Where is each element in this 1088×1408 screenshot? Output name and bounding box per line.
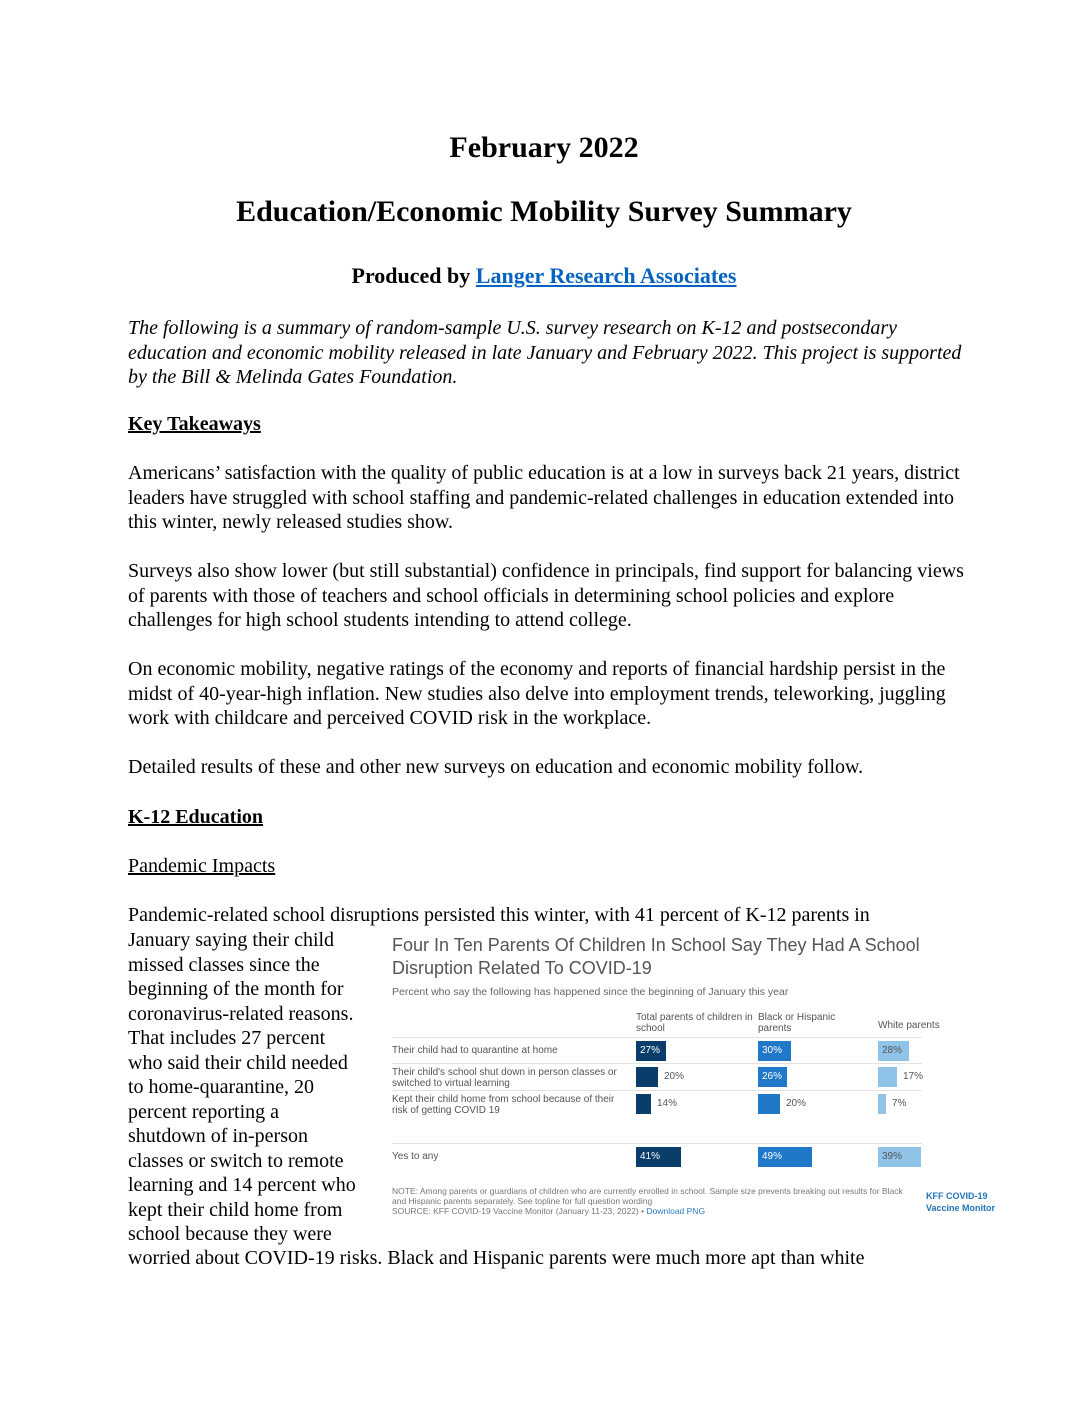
chart-title: Four In Ten Parents Of Children In School Say They Had A School Disruption Related To COVID-19 xyxy=(392,935,920,978)
k12-first-line: Pandemic-related school disruptions persisted this winter, with 41 percent of K-12 parents in xyxy=(128,904,870,926)
kff-logo-line2: Vaccine Monitor xyxy=(926,1203,996,1213)
side-line: coronavirus-related reasons. xyxy=(128,1002,354,1025)
col-head-white: White parents xyxy=(878,1020,940,1031)
bar-total-shutdown xyxy=(636,1067,658,1087)
col-head-black-hispanic: Black or Hispanic parents xyxy=(758,1012,836,1034)
takeaway-paragraph-2: Surveys also show lower (but still substantial) confidence in principals, find support for balancing views of parents with those of teachers and school officials in determining school policies and explore challenges for high school students intending to attend college. xyxy=(128,560,964,631)
date-title: February 2022 xyxy=(449,131,639,164)
k12-heading: K-12 Education xyxy=(128,806,264,828)
chart-source-text: SOURCE: KFF COVID-19 Vaccine Monitor (January 11-23, 2022) • xyxy=(392,1206,645,1216)
k12-side-column xyxy=(128,928,378,1247)
row-divider xyxy=(392,1063,922,1064)
side-line: That includes 27 percent xyxy=(128,1027,326,1049)
bar-label-total-yes-to-any: 41% xyxy=(640,1151,661,1162)
bar-label-black-hispanic-quarantine: 30% xyxy=(762,1045,783,1056)
col-head-total: Total parents of children in school xyxy=(636,1012,753,1034)
main-title: Education/Economic Mobility Survey Summary xyxy=(236,195,852,228)
bar-label-white-yes-to-any: 39% xyxy=(882,1151,903,1162)
side-line: percent reporting a xyxy=(128,1100,280,1123)
row-label-shutdown: Their child's school shut down in person classes or switched to virtual learning xyxy=(392,1067,617,1089)
bar-label-black-hispanic-shutdown: 26% xyxy=(762,1071,783,1082)
bar-label-white-kept-home: 7% xyxy=(892,1098,907,1109)
covid-disruption-chart xyxy=(388,934,1008,1224)
row-divider xyxy=(392,1037,922,1038)
side-line: January saying their child xyxy=(128,929,335,951)
row-divider xyxy=(392,1143,922,1144)
kff-logo xyxy=(926,1190,995,1214)
row-label-quarantine: Their child had to quarantine at home xyxy=(392,1045,558,1056)
bar-label-total-shutdown: 20% xyxy=(664,1071,685,1082)
side-line: kept their child home from xyxy=(128,1198,343,1221)
bar-white-kept-home xyxy=(878,1094,886,1114)
intro-paragraph: The following is a summary of random-sample U.S. survey research on K-12 and postsecondary education and economic mobility released in late January and February 2022. This project is supported by the Bill & Melinda Gates Foundation. xyxy=(128,317,962,388)
bar-label-total-quarantine: 27% xyxy=(640,1045,661,1056)
bar-label-white-shutdown: 17% xyxy=(903,1071,924,1082)
download-png-link[interactable]: Download PNG xyxy=(646,1206,706,1216)
row-divider xyxy=(392,1090,922,1091)
produced-by-line xyxy=(0,262,1088,290)
side-line: to home-quarantine, 20 xyxy=(128,1076,315,1098)
side-line: learning and 14 percent who xyxy=(128,1174,356,1196)
chart-note-text: NOTE: Among parents or guardians of children who are currently enrolled in school. Sample size prevents breaking out results for Black and Hispanic parents separately. See topline for full question wording xyxy=(392,1186,903,1206)
bar-label-total-kept-home: 14% xyxy=(657,1098,678,1109)
side-line: classes or switch to remote xyxy=(128,1149,344,1172)
bar-label-black-hispanic-kept-home: 20% xyxy=(786,1098,807,1109)
chart-note xyxy=(392,1186,912,1216)
bar-label-white-quarantine: 28% xyxy=(882,1045,903,1056)
bar-total-kept-home xyxy=(636,1094,651,1114)
bar-white-shutdown xyxy=(878,1067,897,1087)
produced-by-prefix: Produced by xyxy=(351,263,476,288)
chart-subtitle: Percent who say the following has happened since the beginning of January this year xyxy=(392,986,789,998)
bar-label-black-hispanic-yes-to-any: 49% xyxy=(762,1151,783,1162)
k12-last-line: worried about COVID-19 risks. Black and Hispanic parents were much more apt than white xyxy=(128,1247,865,1269)
row-label-kept-home: Kept their child home from school because of their risk of getting COVID 19 xyxy=(392,1094,615,1116)
side-line: missed classes since the xyxy=(128,953,320,976)
row-label-yes-to-any: Yes to any xyxy=(392,1151,439,1162)
side-line: shutdown of in-person xyxy=(128,1125,308,1147)
takeaway-paragraph-4: Detailed results of these and other new surveys on education and economic mobility follow. xyxy=(128,756,864,778)
bar-black-hispanic-kept-home xyxy=(758,1094,780,1114)
kff-logo-line1: KFF COVID-19 xyxy=(926,1191,988,1201)
takeaway-paragraph-3: On economic mobility, negative ratings of the economy and reports of financial hardship persist in the midst of 40-year-high inflation. New studies also delve into employment trends, teleworking, juggling work with childcare and perceived COVID risk in the workplace. xyxy=(128,658,946,729)
pandemic-impacts-subheading: Pandemic Impacts xyxy=(128,855,276,877)
key-takeaways-heading: Key Takeaways xyxy=(128,413,261,435)
side-line: beginning of the month for xyxy=(128,978,344,1000)
side-line: who said their child needed xyxy=(128,1051,348,1074)
takeaway-paragraph-1: Americans’ satisfaction with the quality of public education is at a low in surveys back 21 years, district leaders have struggled with school staffing and pandemic-related challenges in education extended into this winter, newly released studies show. xyxy=(128,462,960,533)
side-line: school because they were xyxy=(128,1223,332,1245)
langer-research-link[interactable]: Langer Research Associates xyxy=(475,263,737,288)
